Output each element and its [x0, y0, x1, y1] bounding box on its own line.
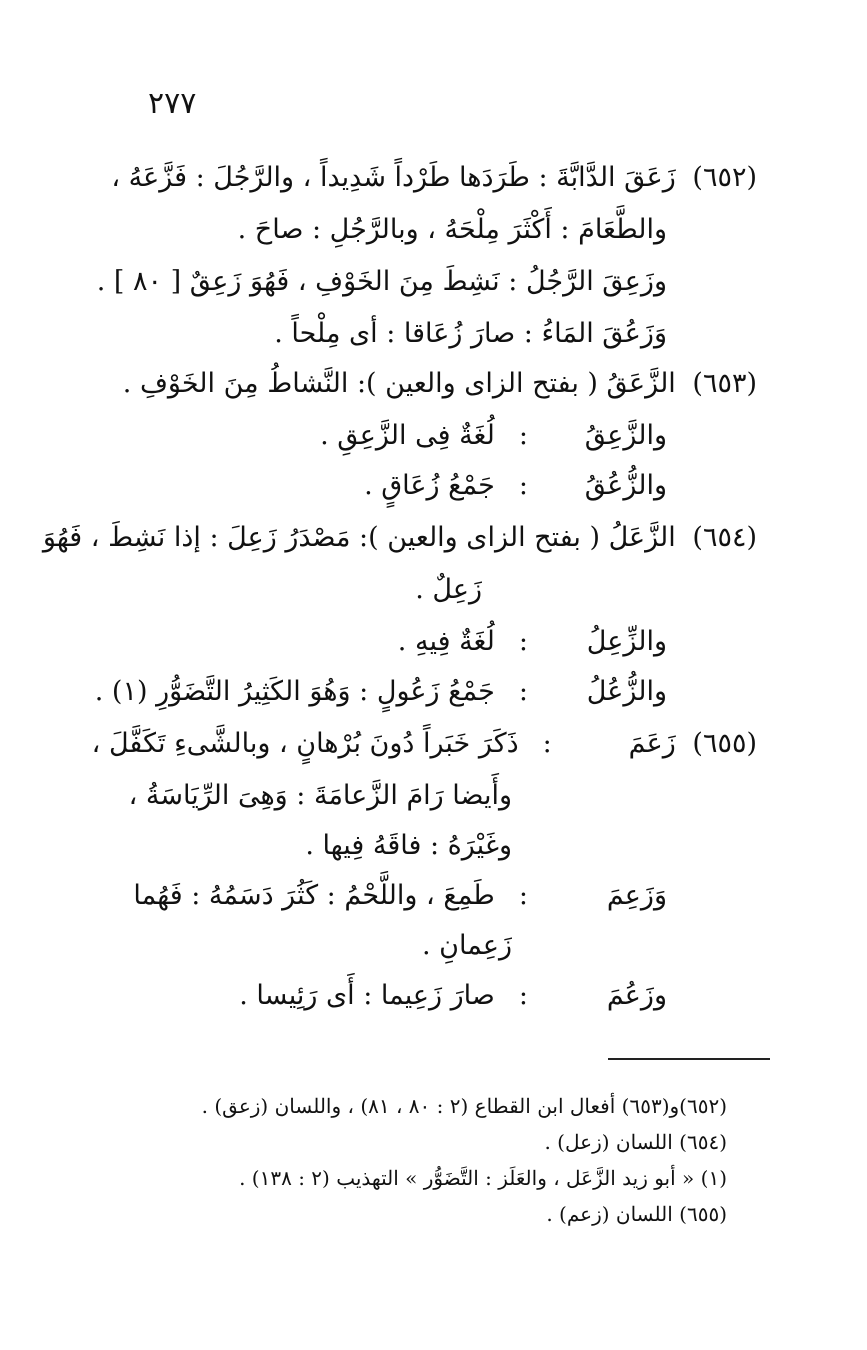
entry-number: (٦٥٢): [692, 162, 757, 193]
page-number: ٢٧٧: [148, 86, 197, 121]
entry-number: (٦٥٥): [692, 728, 757, 759]
entry-text: جَمْعُ زُعَاقٍ .: [364, 470, 495, 501]
entry-text: زَعَقَ الدَّابَّةَ : طَرَدَها طَرْداً شَدِيداً ، والرَّجُلَ : فَزَّعَهُ ،: [111, 162, 676, 193]
colon: :: [518, 676, 528, 707]
entry-number: (٦٥٤): [692, 522, 757, 553]
entry-655-line-6: [239, 976, 667, 1016]
entry-655-line-4: [133, 876, 667, 916]
colon: :: [518, 470, 528, 501]
entry-654-line-3: [398, 622, 667, 662]
entry-653-line-3: [364, 466, 667, 506]
headword: والزُّعُقُ: [584, 470, 667, 501]
entry-text: زَعِمانِ .: [422, 930, 512, 961]
entry-654-line-4: [95, 672, 667, 712]
entry-text: ذَكَرَ خَبَراً دُونَ بُرْهانٍ ، وبالشَّىءِ تَكَفَّلَ ،: [91, 728, 519, 759]
footnote-1: (١) « أبو زيد الزَّعَل ، والعَلَز : التَّضَوُّر » التهذيب (٢ : ١٣٨) .: [239, 1166, 727, 1190]
colon: :: [542, 728, 552, 759]
entry-text: الزَّعَقُ ( بفتح الزاى والعين ): النَّشاطُ مِنَ الخَوْفِ .: [122, 368, 676, 399]
entry-655-line-5: [422, 926, 512, 966]
entry-652-line-2: [238, 210, 667, 250]
colon: :: [518, 880, 528, 911]
entry-text: صارَ زَعِيما : أَى رَئِيسا .: [239, 980, 495, 1011]
headword: وَزَعِمَ: [606, 880, 667, 911]
entry-text: والطَّعَامَ : أَكْثَرَ مِلْحَهُ ، وبالرَّجُلِ : صاحَ .: [237, 214, 667, 245]
entry-653-line-1: [123, 364, 757, 404]
colon: :: [518, 420, 528, 451]
footnote-654: (٦٥٤) اللسان (زعل) .: [544, 1130, 727, 1154]
headword: والزَّعِقُ: [584, 420, 667, 451]
entry-652-line-3: [97, 262, 667, 302]
headword: والزُّعُلُ: [586, 676, 667, 707]
footnote-652-653: (٦٥٢)و(٦٥٣) أفعال ابن القطاع (٢ : ٨٠ ، ٨١) ، واللسان (زعق) .: [201, 1094, 727, 1118]
entry-text: وأَيضا رَامَ الزَّعامَةَ : وَهِىَ الرِّيَاسَةُ ،: [128, 780, 512, 811]
entry-653-line-2: [320, 416, 667, 456]
colon: :: [518, 980, 528, 1011]
entry-654-line-2: [415, 570, 482, 610]
headword: زَعَمَ: [628, 728, 676, 759]
entry-655-line-1: [92, 724, 757, 764]
entry-text: وغَيْرَهُ : فاقَهُ فِيها .: [305, 830, 512, 861]
entry-652-line-4: [274, 314, 667, 354]
entry-655-line-3: [305, 826, 512, 866]
entry-text: جَمْعُ زَعُولٍ : وَهُوَ الكَثِيرُ التَّضَوُّرِ (١) .: [94, 676, 495, 707]
entry-text: وَزَعُقَ المَاءُ : صارَ زُعَاقا : أى مِلْحاً .: [274, 318, 667, 349]
footnote-655: (٦٥٥) اللسان (زعم) .: [546, 1202, 727, 1226]
entry-654-line-1: [43, 518, 757, 558]
entry-text: الزَّعَلُ ( بفتح الزاى والعين ): مَصْدَرُ زَعِلَ : إذا نَشِطَ ، فَهُوَ: [42, 522, 676, 553]
entry-655-line-2: [129, 776, 512, 816]
headword: والزِّعِلُ: [586, 626, 667, 657]
entry-text: لُغَةٌ فِى الزَّعِقِ .: [320, 420, 495, 451]
entry-number: (٦٥٣): [692, 368, 757, 399]
headword: وزَعُمَ: [606, 980, 667, 1011]
footnote-divider: [608, 1058, 770, 1060]
entry-text: زَعِلٌ .: [415, 574, 482, 605]
colon: :: [518, 626, 528, 657]
entry-652-line-1: [111, 158, 757, 198]
entry-text: طَمِعَ ، واللَّحْمُ : كَثُرَ دَسَمُهُ : فَهُما: [133, 880, 495, 911]
entry-text: لُغَةٌ فِيهِ .: [397, 626, 495, 657]
entry-text: وزَعِقَ الرَّجُلُ : نَشِطَ مِنَ الخَوْفِ ، فَهُوَ زَعِقٌ [ ٨٠ ] .: [96, 266, 667, 297]
